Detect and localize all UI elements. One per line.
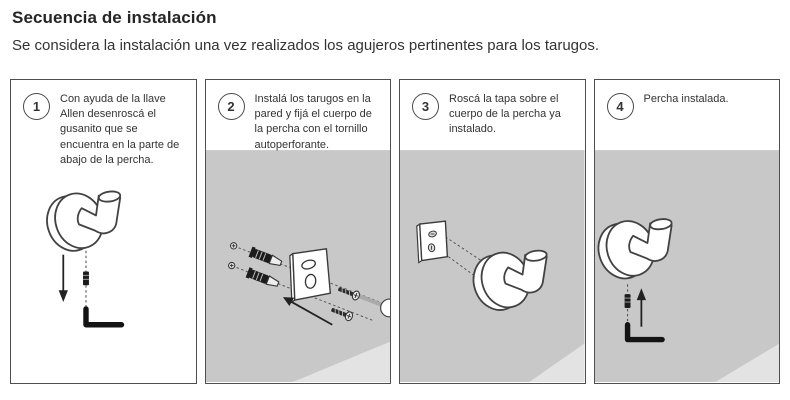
page-title: Secuencia de instalación: [12, 8, 217, 27]
down-arrow-icon: [59, 255, 68, 302]
hook-illustration: [39, 187, 120, 258]
step-number-badge: 3: [412, 93, 439, 120]
step-card-2: [205, 79, 392, 384]
screw-head-icon: [230, 243, 236, 249]
mounted-plate-icon: [417, 221, 448, 262]
page-subtitle: Se considera la instalación una vez realizados los agujeros pertinentes para los tarugos.: [12, 37, 600, 54]
step-number-badge: 2: [218, 93, 245, 120]
step-instruction: Con ayuda de la llave Allen desenroscá el gusanito que se encuentra en la parte de abajo de la percha.: [60, 93, 180, 166]
steps-row: [10, 79, 780, 384]
step4-illustration: [595, 80, 780, 383]
step-instruction: Roscá la tapa sobre el cuerpo de la percha ya instalado.: [449, 93, 561, 136]
step-instruction: Instalá los tarugos en la pared y fijá el cuerpo de la percha con el tornillo autoperforante.: [254, 93, 372, 151]
set-screw-icon: [83, 271, 89, 285]
mounting-plate-icon: [289, 249, 329, 302]
allen-key-icon: [86, 309, 122, 325]
step-number-badge: 1: [23, 93, 50, 120]
step-card-4: [594, 79, 781, 384]
step-instruction: Percha instalada.: [643, 93, 729, 105]
step-number-badge: 4: [607, 93, 634, 120]
step-card-1: [10, 79, 197, 384]
step-card-3: [399, 79, 586, 384]
set-screw-icon: [624, 294, 630, 308]
screw-head-icon: [228, 262, 234, 268]
